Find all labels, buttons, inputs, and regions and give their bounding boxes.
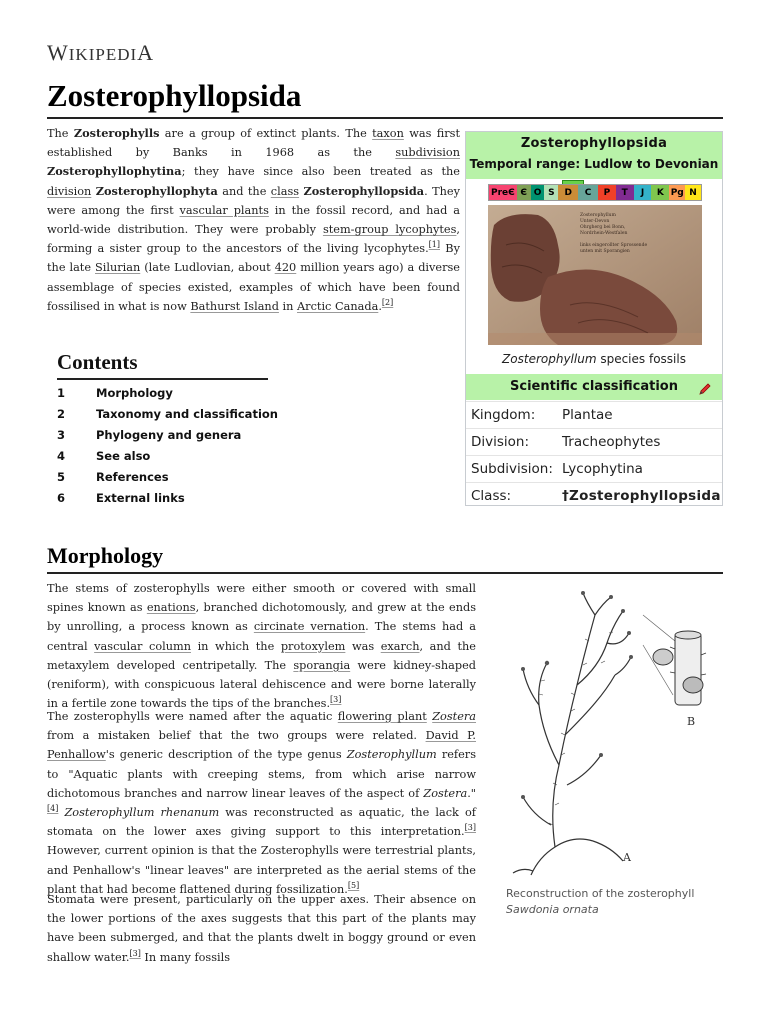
toc-label[interactable]: Morphology: [96, 386, 173, 400]
fossil-specimen-label: [580, 213, 647, 255]
toc-number: 1: [57, 386, 66, 400]
toc-number: 4: [57, 449, 66, 463]
taxobox-row: [466, 482, 722, 508]
intro-text: are a group of extinct plants. The: [159, 127, 373, 140]
timeline-period[interactable]: PreЄ: [489, 185, 517, 200]
body-text: , branched dichotomously, and grew at the ends by unrolling, a process known as: [47, 601, 476, 634]
toc-label[interactable]: Taxonomy and classification: [96, 407, 278, 421]
fossil-label-line: unten mit Sporangien: [580, 249, 630, 254]
morphology-paragraph-1: [47, 579, 476, 713]
taxobox-value[interactable]: Lycophytina: [562, 461, 643, 477]
intro-text: , forming a sister group to the ancestors of the living lycophytes.: [47, 223, 461, 256]
toc-item[interactable]: [57, 467, 278, 488]
intro-text: was first established by Banks in 1968 as the: [47, 127, 460, 160]
figure-label-a: A: [623, 851, 631, 864]
morphology-paragraph-2: [47, 707, 476, 899]
taxobox-rank: Kingdom:: [471, 407, 536, 423]
fossil-photo[interactable]: [488, 205, 702, 345]
figure-label-b: B: [687, 715, 696, 728]
intro-text: By the late: [47, 242, 460, 275]
intro-bold: Zosterophyllophyta: [95, 183, 218, 198]
toc-label[interactable]: References: [96, 470, 169, 484]
taxobox-row: [466, 455, 722, 481]
toc-number: 6: [57, 491, 66, 505]
logo-middle: IKIPEDI: [68, 45, 138, 64]
table-of-contents: [57, 383, 278, 509]
link-silurian[interactable]: Silurian: [95, 261, 141, 275]
figure-caption-line-1: Reconstruction of the zosterophyll: [506, 887, 695, 900]
taxobox: [465, 131, 723, 506]
italic-zostera: Zostera: [423, 786, 468, 800]
intro-text: .: [378, 299, 382, 313]
timeline-period[interactable]: D: [558, 185, 578, 200]
section-heading-morphology: Morphology: [47, 543, 164, 568]
ref-5[interactable]: [5]: [347, 881, 360, 891]
timeline-period[interactable]: T: [616, 185, 634, 200]
body-text: The zosterophylls were named after the aquatic: [47, 710, 338, 723]
toc-number: 5: [57, 470, 66, 484]
temporal-range: Temporal range: Ludlow to Devonian: [469, 157, 719, 171]
link-420[interactable]: 420: [274, 261, 297, 275]
scientific-classification-header: [466, 374, 722, 400]
taxobox-rank: Class:: [471, 488, 512, 504]
intro-text: The: [47, 127, 74, 140]
timeline-period[interactable]: K: [651, 185, 669, 200]
body-text: However, current opinion is that the Zosterophylls were terrestrial plants, and Penhallow's "linear leaves" are interpreted as the aerial stems of the plant that had become flattened during fossilization.: [47, 844, 476, 896]
body-text: was reconstructed as aquatic, the lack of stomata on the lower axes giving support to this interpretation.: [47, 806, 476, 839]
intro-text: in the fossil record, and had a world-wide distribution. They were probably: [47, 203, 460, 237]
ref-3[interactable]: [3]: [464, 823, 476, 833]
taxobox-rank: Subdivision:: [471, 461, 553, 477]
body-text: In many fossils: [140, 950, 231, 964]
timeline-period[interactable]: N: [685, 185, 701, 200]
intro-text: million years ago) a diverse assemblage of species existed, examples of which have been found fossilised in what is now: [47, 261, 460, 313]
intro-bold: Zosterophyllophytina: [47, 164, 182, 179]
taxobox-value[interactable]: Plantae: [562, 407, 613, 423]
italic-zosterophyllum: Zosterophyllum: [346, 748, 437, 762]
link-division[interactable]: division: [47, 184, 92, 198]
timeline-period[interactable]: Є: [517, 185, 531, 200]
taxobox-header: [466, 132, 722, 179]
toc-label[interactable]: External links: [96, 491, 185, 505]
toc-item[interactable]: [57, 446, 278, 467]
intro-text: ; they have since also been treated as the: [181, 165, 460, 179]
timeline-period[interactable]: Pg: [669, 185, 685, 200]
timeline-period[interactable]: P: [598, 185, 616, 200]
timeline-period[interactable]: S: [544, 185, 558, 200]
link-flowering-plant[interactable]: flowering plant: [337, 710, 427, 723]
ref-1[interactable]: [1]: [428, 240, 441, 250]
logo-last-letter: A: [137, 40, 155, 65]
toc-title: Contents: [57, 350, 138, 374]
intro-bold: Zosterophylls: [73, 126, 160, 140]
morphology-paragraph-3: [47, 890, 476, 967]
link-vascular-column[interactable]: vascular column: [94, 639, 191, 653]
link-taxon[interactable]: taxon: [372, 127, 404, 140]
italic-rhenanum: Zosterophyllum rhenanum: [64, 806, 220, 820]
fossil-label-line: Nordrhein-Westfalen: [580, 231, 628, 236]
taxobox-value[interactable]: Tracheophytes: [562, 434, 661, 450]
toc-label[interactable]: See also: [96, 449, 151, 463]
link-zostera[interactable]: Zostera: [432, 710, 477, 723]
fossil-label-line: Unter-Devon: [580, 219, 610, 224]
taxobox-row: [466, 428, 722, 454]
sci-class-label: Scientific classification: [510, 379, 678, 394]
intro-text: in: [278, 299, 298, 313]
title-divider: [47, 117, 723, 119]
link-protoxylem[interactable]: protoxylem: [280, 639, 346, 653]
body-text: . The stems had a central: [47, 620, 476, 653]
toc-item[interactable]: [57, 383, 278, 404]
fossil-label-line: links eingerollter Sprossende: [580, 243, 648, 248]
figure-caption-species: Sawdonia ornata: [506, 903, 599, 916]
fossil-label-line: Ohrgherg bei Bonn,: [580, 225, 626, 230]
link-vascular-plants[interactable]: vascular plants: [179, 203, 269, 217]
ref-2[interactable]: [2]: [381, 298, 394, 308]
intro-bold: Zosterophyllopsida: [303, 183, 425, 198]
ref-3[interactable]: [3]: [330, 695, 342, 705]
body-text: The stems of zosterophylls were either smooth or covered with small spines known as: [47, 582, 476, 615]
body-text: was: [345, 639, 381, 653]
link-circinate-vernation[interactable]: circinate vernation: [253, 620, 366, 634]
body-text: in which the: [191, 639, 281, 653]
link-subdivision[interactable]: subdivision: [395, 146, 460, 160]
ref-3[interactable]: [3]: [129, 948, 141, 958]
timeline-period[interactable]: C: [578, 185, 598, 200]
body-text: 's generic description of the type genus: [105, 748, 347, 762]
link-enations[interactable]: enations: [146, 601, 196, 615]
body-text: from a mistaken belief that the two groups were related.: [47, 729, 426, 743]
fossil-label-line: Zosterophyllum: [580, 213, 616, 218]
body-text: Stomata were present, particularly on the upper axes. Their absence on the lower portions of the axes suggests that this part of the plants may have been submerged, and that the plants dwelt in boggy ground or even shallow water.: [47, 893, 476, 964]
body-text: refers to "Aquatic plants with creeping stems, from which arise narrow dichotomous branches and narrow linear leaves of the aspect of: [47, 748, 476, 800]
toc-item[interactable]: [57, 425, 278, 446]
link-exarch[interactable]: exarch: [380, 639, 420, 653]
intro-text: and the: [217, 184, 271, 198]
timeline-period[interactable]: J: [634, 185, 652, 200]
toc-number: 3: [57, 428, 66, 442]
page-title: Zosterophyllopsida: [47, 78, 302, 113]
geologic-timeline[interactable]: [488, 184, 702, 201]
figure-caption: [506, 886, 726, 918]
caption-genus: Zosterophyllum: [502, 352, 597, 366]
toc-item[interactable]: [57, 404, 278, 425]
taxobox-name: Zosterophyllopsida: [520, 136, 668, 151]
link-david-penhallow[interactable]: David P. Penhallow: [47, 729, 477, 762]
ref-4[interactable]: [4]: [47, 804, 59, 814]
toc-item[interactable]: [57, 488, 278, 509]
intro-text: . They were among the first: [47, 184, 460, 217]
toc-divider: [57, 378, 268, 380]
link-sporangia[interactable]: sporangia: [293, 658, 351, 672]
link-arctic-canada[interactable]: Arctic Canada: [297, 299, 379, 313]
toc-label[interactable]: Phylogeny and genera: [96, 428, 242, 442]
image-caption: [466, 346, 722, 372]
body-text: were kidney-shaped (reniform), with conspicuous lateral dehiscence and were borne laterally in a fertile zone towards the tips of the branches.: [47, 658, 477, 711]
body-text: .": [467, 786, 476, 800]
toc-number: 2: [57, 407, 66, 421]
logo-first-letter: W: [47, 40, 69, 65]
wikipedia-logo[interactable]: [47, 40, 154, 66]
taxobox-value: †Zosterophyllopsida: [562, 488, 721, 504]
timeline-period[interactable]: O: [531, 185, 545, 200]
intro-paragraph: [47, 124, 460, 316]
link-stem-group-lycophytes[interactable]: stem-group lycophytes: [322, 223, 457, 237]
caption-text: species fossils: [596, 352, 686, 366]
taxobox-rank: Division:: [471, 434, 530, 450]
section-divider: [47, 572, 723, 574]
link-class[interactable]: class: [270, 184, 300, 198]
link-bathurst-island[interactable]: Bathurst Island: [190, 299, 279, 313]
plant-drawing: [503, 585, 718, 880]
sawdonia-illustration[interactable]: [503, 585, 718, 880]
taxobox-row: [466, 401, 722, 427]
intro-text: (late Ludlovian, about: [140, 261, 275, 275]
body-text: , and the metaxylem developed centripetally. The: [47, 639, 476, 672]
